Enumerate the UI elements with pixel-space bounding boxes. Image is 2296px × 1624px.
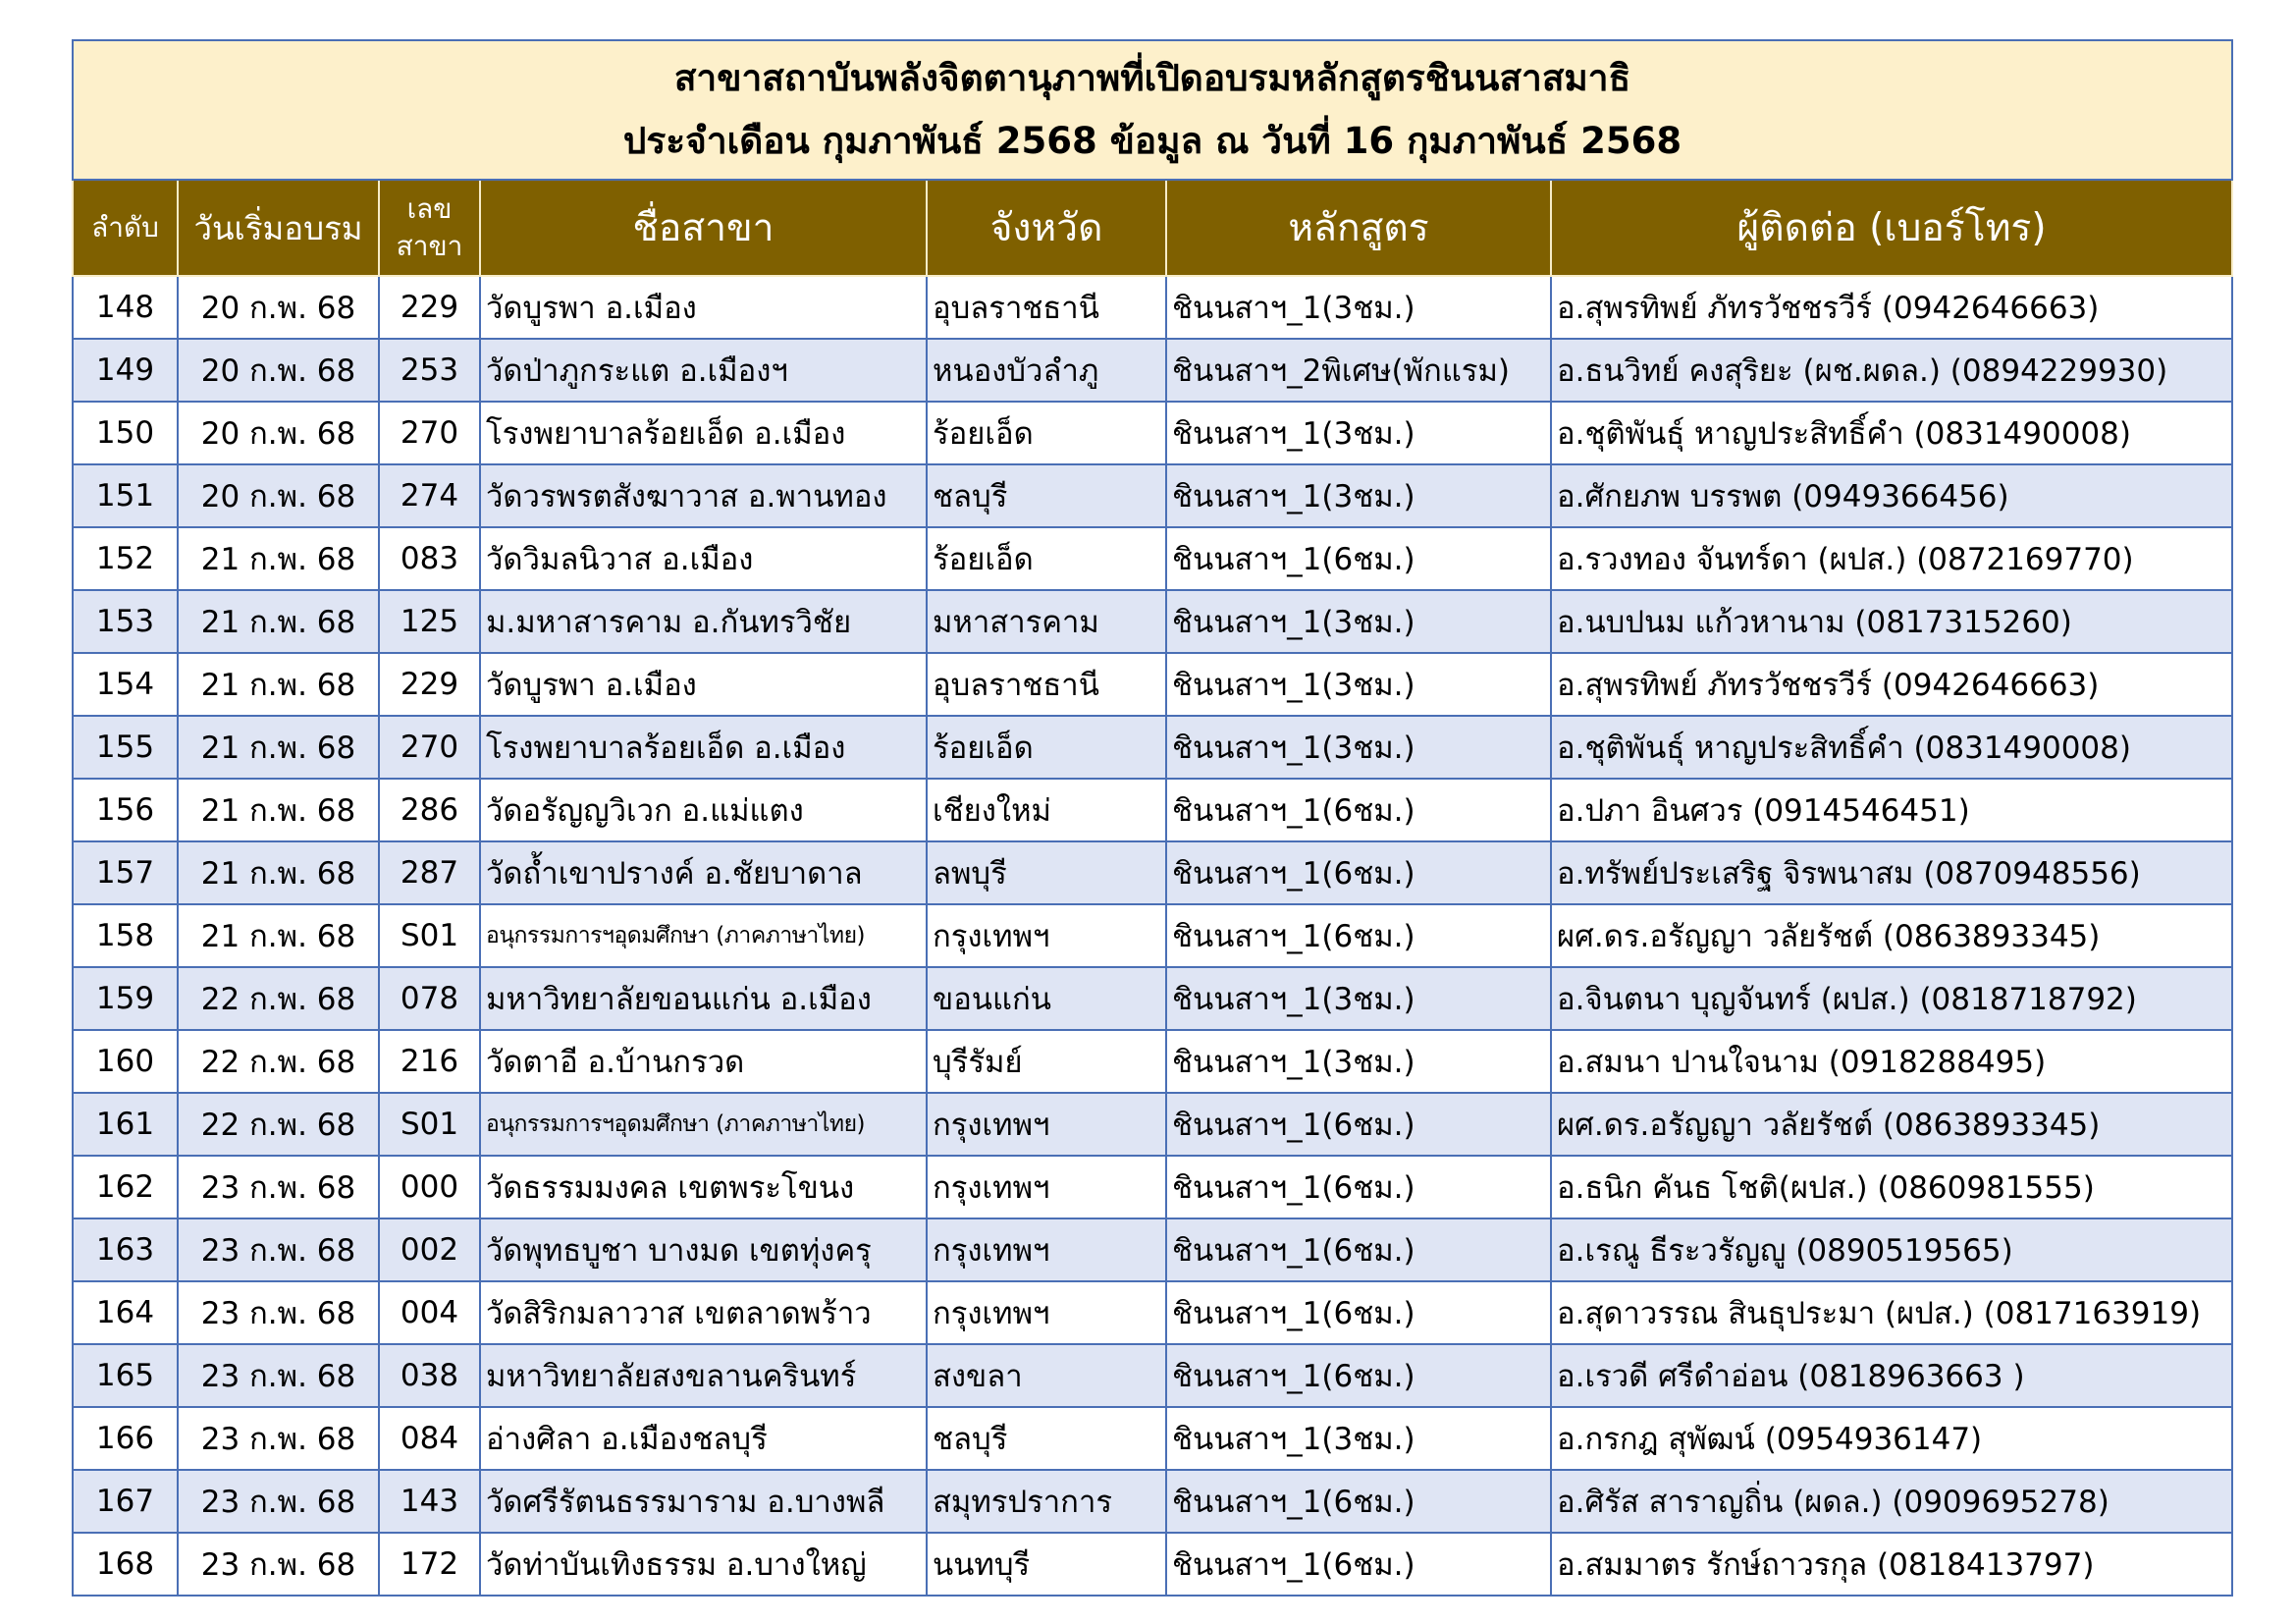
cell-branch-no: 287 [379, 841, 480, 904]
cell-start-date: 20 ก.พ. 68 [178, 464, 379, 527]
cell-branch-name: มหาวิทยาลัยขอนแก่น อ.เมือง [480, 967, 927, 1030]
cell-province: ร้อยเอ็ด [927, 716, 1166, 779]
cell-no: 153 [73, 590, 178, 653]
cell-course: ชินนสาฯ_2พิเศษ(พักแรม) [1166, 339, 1551, 402]
header-no: ลำดับ [73, 180, 178, 276]
cell-contact: อ.สมนา ปานใจนาม (0918288495) [1551, 1030, 2232, 1093]
cell-contact: อ.สมมาตร รักษ์ถาวรกุล (0818413797) [1551, 1533, 2232, 1596]
cell-contact: อ.กรกฎ สุพัฒน์ (0954936147) [1551, 1407, 2232, 1470]
table-row [73, 1030, 2232, 1093]
cell-course: ชินนสาฯ_1(6ชม.) [1166, 841, 1551, 904]
cell-province: ลพบุรี [927, 841, 1166, 904]
cell-no: 158 [73, 904, 178, 967]
cell-start-date: 20 ก.พ. 68 [178, 402, 379, 464]
cell-branch-name: โรงพยาบาลร้อยเอ็ด อ.เมือง [480, 402, 927, 464]
cell-course: ชินนสาฯ_1(6ชม.) [1166, 1093, 1551, 1156]
cell-start-date: 22 ก.พ. 68 [178, 967, 379, 1030]
cell-no: 152 [73, 527, 178, 590]
cell-branch-no: 083 [379, 527, 480, 590]
cell-contact: อ.ธนิก คันธ โชติ(ผปส.) (0860981555) [1551, 1156, 2232, 1218]
cell-no: 157 [73, 841, 178, 904]
cell-no: 149 [73, 339, 178, 402]
cell-branch-name: วัดอรัญญวิเวก อ.แม่แตง [480, 779, 927, 841]
cell-no: 161 [73, 1093, 178, 1156]
title-line-1: สาขาสถาบันพลังจิตตานุภาพที่เปิดอบรมหลักสูตรชินนสาสมาธิ [673, 57, 1631, 99]
cell-branch-name: วัดบูรพา อ.เมือง [480, 276, 927, 339]
cell-contact: อ.สุพรทิพย์ ภัทรวัชชรวีร์ (0942646663) [1551, 653, 2232, 716]
cell-branch-no: 125 [379, 590, 480, 653]
cell-province: ชลบุรี [927, 464, 1166, 527]
cell-province: ชลบุรี [927, 1407, 1166, 1470]
header-contact: ผู้ติดต่อ (เบอร์โทร) [1551, 180, 2232, 276]
header-province: จังหวัด [927, 180, 1166, 276]
cell-contact: อ.เรณู ธีระวรัญญู (0890519565) [1551, 1218, 2232, 1281]
cell-start-date: 21 ก.พ. 68 [178, 841, 379, 904]
cell-start-date: 21 ก.พ. 68 [178, 653, 379, 716]
cell-province: เชียงใหม่ [927, 779, 1166, 841]
cell-branch-no: 253 [379, 339, 480, 402]
cell-start-date: 22 ก.พ. 68 [178, 1030, 379, 1093]
header-branch-no-line1: เลข [406, 192, 453, 225]
cell-course: ชินนสาฯ_1(6ชม.) [1166, 1281, 1551, 1344]
cell-province: กรุงเทพฯ [927, 1156, 1166, 1218]
cell-branch-name: วัดตาอี อ.บ้านกรวด [480, 1030, 927, 1093]
table-row [73, 1407, 2232, 1470]
cell-contact: อ.สุดาวรรณ สินธุประมา (ผปส.) (0817163919) [1551, 1281, 2232, 1344]
cell-branch-no: 002 [379, 1218, 480, 1281]
cell-contact: ผศ.ดร.อรัญญา วลัยรัชต์ (0863893345) [1551, 1093, 2232, 1156]
cell-branch-name: โรงพยาบาลร้อยเอ็ด อ.เมือง [480, 716, 927, 779]
cell-branch-name: วัดป่าภูกระแต อ.เมืองฯ [480, 339, 927, 402]
table-row [73, 653, 2232, 716]
cell-contact: อ.นบปนม แก้วหานาม (0817315260) [1551, 590, 2232, 653]
cell-start-date: 23 ก.พ. 68 [178, 1407, 379, 1470]
cell-branch-no: 229 [379, 276, 480, 339]
cell-branch-name: วัดธรรมมงคล เขตพระโขนง [480, 1156, 927, 1218]
cell-start-date: 20 ก.พ. 68 [178, 339, 379, 402]
cell-course: ชินนสาฯ_1(6ชม.) [1166, 1156, 1551, 1218]
cell-contact: อ.ศักยภพ บรรพต (0949366456) [1551, 464, 2232, 527]
cell-start-date: 21 ก.พ. 68 [178, 716, 379, 779]
table-row [73, 1156, 2232, 1218]
cell-contact: อ.รวงทอง จันทร์ดา (ผปส.) (0872169770) [1551, 527, 2232, 590]
cell-start-date: 23 ก.พ. 68 [178, 1281, 379, 1344]
cell-province: สมุทรปราการ [927, 1470, 1166, 1533]
table-row [73, 841, 2232, 904]
table-row [73, 276, 2232, 339]
cell-province: นนทบุรี [927, 1533, 1166, 1596]
cell-province: หนองบัวลำภู [927, 339, 1166, 402]
cell-no: 168 [73, 1533, 178, 1596]
cell-province: กรุงเทพฯ [927, 904, 1166, 967]
table-row [73, 464, 2232, 527]
cell-branch-no: 229 [379, 653, 480, 716]
cell-start-date: 23 ก.พ. 68 [178, 1344, 379, 1407]
cell-no: 166 [73, 1407, 178, 1470]
cell-start-date: 21 ก.พ. 68 [178, 779, 379, 841]
cell-province: กรุงเทพฯ [927, 1218, 1166, 1281]
table-row [73, 590, 2232, 653]
cell-contact: อ.ธนวิทย์ คงสุริยะ (ผช.ผดล.) (0894229930) [1551, 339, 2232, 402]
cell-course: ชินนสาฯ_1(3ชม.) [1166, 1030, 1551, 1093]
cell-course: ชินนสาฯ_1(3ชม.) [1166, 590, 1551, 653]
cell-start-date: 23 ก.พ. 68 [178, 1533, 379, 1596]
cell-branch-name: อนุกรรมการฯอุดมศึกษา (ภาคภาษาไทย) [480, 904, 927, 967]
cell-branch-no: 270 [379, 402, 480, 464]
cell-no: 156 [73, 779, 178, 841]
cell-course: ชินนสาฯ_1(3ชม.) [1166, 276, 1551, 339]
header-course: หลักสูตร [1166, 180, 1551, 276]
cell-branch-no: S01 [379, 904, 480, 967]
table-row [73, 339, 2232, 402]
cell-branch-no: 038 [379, 1344, 480, 1407]
table-row [73, 1470, 2232, 1533]
title-row [73, 40, 2232, 180]
cell-contact: อ.ปภา อินศวร (0914546451) [1551, 779, 2232, 841]
cell-start-date: 21 ก.พ. 68 [178, 904, 379, 967]
cell-start-date: 21 ก.พ. 68 [178, 527, 379, 590]
cell-no: 167 [73, 1470, 178, 1533]
cell-branch-name: อ่างศิลา อ.เมืองชลบุรี [480, 1407, 927, 1470]
cell-province: อุบลราชธานี [927, 653, 1166, 716]
cell-course: ชินนสาฯ_1(3ชม.) [1166, 402, 1551, 464]
cell-course: ชินนสาฯ_1(3ชม.) [1166, 464, 1551, 527]
cell-branch-no: S01 [379, 1093, 480, 1156]
cell-no: 154 [73, 653, 178, 716]
cell-no: 155 [73, 716, 178, 779]
cell-province: ขอนแก่น [927, 967, 1166, 1030]
cell-branch-no: 274 [379, 464, 480, 527]
table-row [73, 967, 2232, 1030]
cell-no: 150 [73, 402, 178, 464]
cell-contact: อ.เรวดี ศรีดำอ่อน (0818963663 ) [1551, 1344, 2232, 1407]
cell-branch-name: วัดสิริกมลาวาส เขตลาดพร้าว [480, 1281, 927, 1344]
cell-course: ชินนสาฯ_1(3ชม.) [1166, 716, 1551, 779]
cell-branch-no: 143 [379, 1470, 480, 1533]
cell-course: ชินนสาฯ_1(6ชม.) [1166, 527, 1551, 590]
header-start-date: วันเริ่มอบรม [178, 180, 379, 276]
cell-branch-name: มหาวิทยาลัยสงขลานครินทร์ [480, 1344, 927, 1407]
cell-no: 165 [73, 1344, 178, 1407]
cell-no: 148 [73, 276, 178, 339]
cell-contact: อ.ชุติพันธุ์ หาญประสิทธิ์คำ (0831490008) [1551, 402, 2232, 464]
cell-branch-no: 216 [379, 1030, 480, 1093]
cell-province: บุรีรัมย์ [927, 1030, 1166, 1093]
schedule-sheet [72, 39, 2231, 1597]
cell-branch-no: 078 [379, 967, 480, 1030]
table-row [73, 1533, 2232, 1596]
cell-branch-name: วัดบูรพา อ.เมือง [480, 653, 927, 716]
header-row [73, 180, 2232, 276]
cell-start-date: 23 ก.พ. 68 [178, 1470, 379, 1533]
cell-course: ชินนสาฯ_1(6ชม.) [1166, 904, 1551, 967]
cell-contact: อ.สุพรทิพย์ ภัทรวัชชรวีร์ (0942646663) [1551, 276, 2232, 339]
cell-contact: ผศ.ดร.อรัญญา วลัยรัชต์ (0863893345) [1551, 904, 2232, 967]
cell-branch-name: วัดวรพรตสังฆาวาส อ.พานทอง [480, 464, 927, 527]
cell-no: 151 [73, 464, 178, 527]
cell-no: 163 [73, 1218, 178, 1281]
cell-branch-no: 286 [379, 779, 480, 841]
cell-province: อุบลราชธานี [927, 276, 1166, 339]
branch-schedule-table [72, 39, 2233, 1597]
table-row [73, 716, 2232, 779]
table-row [73, 402, 2232, 464]
header-branch-name: ชื่อสาขา [480, 180, 927, 276]
cell-course: ชินนสาฯ_1(6ชม.) [1166, 1344, 1551, 1407]
cell-branch-name: วัดวิมลนิวาส อ.เมือง [480, 527, 927, 590]
cell-branch-name: ม.มหาสารคาม อ.กันทรวิชัย [480, 590, 927, 653]
cell-province: ร้อยเอ็ด [927, 402, 1166, 464]
table-row [73, 1281, 2232, 1344]
cell-branch-no: 084 [379, 1407, 480, 1470]
cell-branch-no: 000 [379, 1156, 480, 1218]
header-branch-no [379, 180, 480, 276]
cell-course: ชินนสาฯ_1(6ชม.) [1166, 1533, 1551, 1596]
header-branch-no-line2: สาขา [396, 230, 463, 262]
table-row [73, 779, 2232, 841]
title-block [73, 40, 2232, 180]
cell-contact: อ.ศิรัส สาราญถิ่น (ผดล.) (0909695278) [1551, 1470, 2232, 1533]
cell-province: สงขลา [927, 1344, 1166, 1407]
cell-start-date: 23 ก.พ. 68 [178, 1156, 379, 1218]
cell-branch-no: 270 [379, 716, 480, 779]
cell-province: มหาสารคาม [927, 590, 1166, 653]
cell-province: กรุงเทพฯ [927, 1281, 1166, 1344]
cell-contact: อ.ทรัพย์ประเสริฐ จิรพนาสม (0870948556) [1551, 841, 2232, 904]
cell-branch-no: 172 [379, 1533, 480, 1596]
table-row [73, 904, 2232, 967]
cell-course: ชินนสาฯ_1(3ชม.) [1166, 1407, 1551, 1470]
table-body [73, 276, 2232, 1596]
cell-branch-name: วัดพุทธบูชา บางมด เขตทุ่งครุ [480, 1218, 927, 1281]
cell-start-date: 22 ก.พ. 68 [178, 1093, 379, 1156]
cell-contact: อ.จินตนา บุญจันทร์ (ผปส.) (0818718792) [1551, 967, 2232, 1030]
table-row [73, 1344, 2232, 1407]
cell-branch-name: วัดท่าบันเทิงธรรม อ.บางใหญ่ [480, 1533, 927, 1596]
cell-contact: อ.ชุติพันธุ์ หาญประสิทธิ์คำ (0831490008) [1551, 716, 2232, 779]
cell-course: ชินนสาฯ_1(6ชม.) [1166, 1470, 1551, 1533]
cell-branch-no: 004 [379, 1281, 480, 1344]
cell-start-date: 20 ก.พ. 68 [178, 276, 379, 339]
cell-start-date: 23 ก.พ. 68 [178, 1218, 379, 1281]
table-row [73, 527, 2232, 590]
cell-course: ชินนสาฯ_1(6ชม.) [1166, 779, 1551, 841]
cell-province: กรุงเทพฯ [927, 1093, 1166, 1156]
cell-no: 164 [73, 1281, 178, 1344]
cell-start-date: 21 ก.พ. 68 [178, 590, 379, 653]
cell-branch-name: วัดถ้ำเขาปรางค์ อ.ชัยบาดาล [480, 841, 927, 904]
cell-branch-name: วัดศรีรัตนธรรมาราม อ.บางพลี [480, 1470, 927, 1533]
title-line-2: ประจำเดือน กุมภาพันธ์ 2568 ข้อมูล ณ วันที่ 16 กุมภาพันธ์ 2568 [622, 120, 1682, 162]
cell-no: 160 [73, 1030, 178, 1093]
cell-course: ชินนสาฯ_1(3ชม.) [1166, 653, 1551, 716]
cell-course: ชินนสาฯ_1(6ชม.) [1166, 1218, 1551, 1281]
cell-no: 159 [73, 967, 178, 1030]
cell-no: 162 [73, 1156, 178, 1218]
cell-branch-name: อนุกรรมการฯอุดมศึกษา (ภาคภาษาไทย) [480, 1093, 927, 1156]
cell-province: ร้อยเอ็ด [927, 527, 1166, 590]
table-row [73, 1218, 2232, 1281]
cell-course: ชินนสาฯ_1(3ชม.) [1166, 967, 1551, 1030]
table-row [73, 1093, 2232, 1156]
